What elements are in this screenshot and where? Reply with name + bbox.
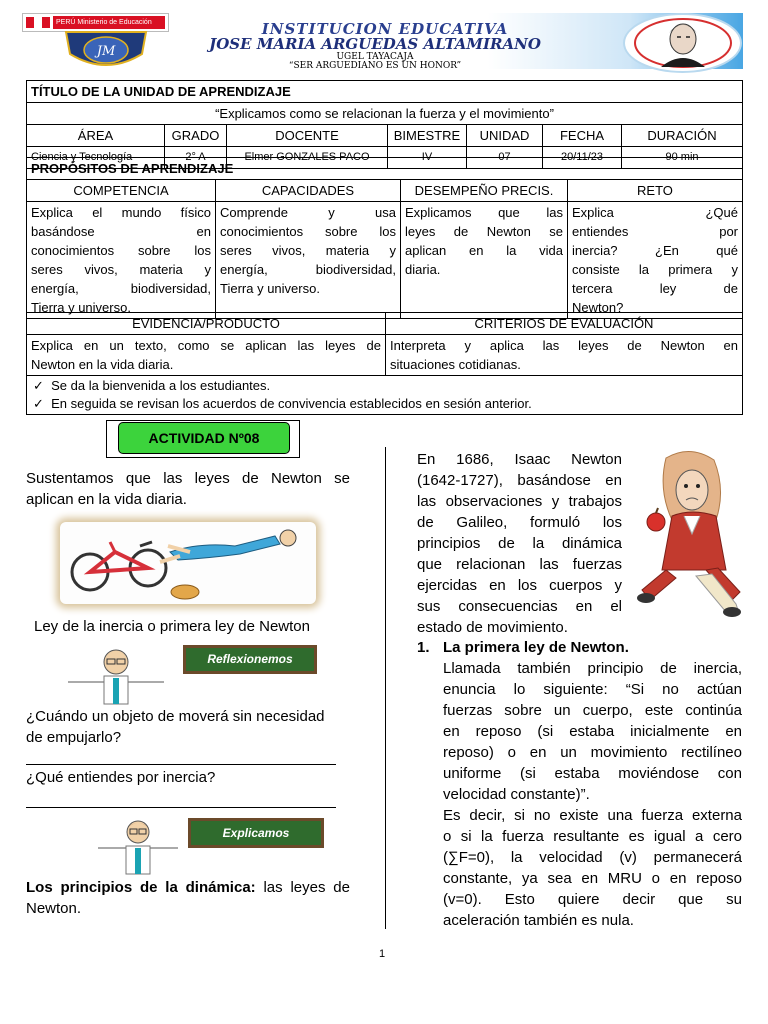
value-fecha: 20/11/23 xyxy=(543,147,622,169)
competencia-line: conocimientos sobre los xyxy=(31,243,211,258)
history-line: principios de la dinámica xyxy=(417,535,622,552)
criterios-line: Interpreta y aplica las leyes de Newton en xyxy=(390,338,738,353)
purposes-label: PROPÓSITOS DE APRENDIZAJE xyxy=(27,158,743,180)
header-bimestre: BIMESTRE xyxy=(388,125,467,147)
founder-portrait xyxy=(623,13,742,73)
history-line: las observaciones y trabajos xyxy=(417,493,622,510)
school-name: JOSE MARIA ARGUEDAS ALTAMIRANO xyxy=(209,35,541,53)
desempeno-line: Explicamos que las xyxy=(405,205,563,220)
bike-crash-icon xyxy=(60,522,316,604)
header-desempeno: DESEMPEÑO PRECIS. xyxy=(401,180,568,202)
history-line: que relacionan las fuerzas xyxy=(417,556,622,573)
desempeno-line: diaria. xyxy=(405,262,441,277)
intro-line: Sustentamos que las leyes de Newton se xyxy=(26,470,350,487)
competencia-line: Tierra y universo. xyxy=(31,300,131,315)
teacher-figure-icon xyxy=(66,646,166,710)
header-reto: RETO xyxy=(568,180,743,202)
activity-badge: ACTIVIDAD Nº08 xyxy=(118,422,290,454)
header-duracion: DURACIÓN xyxy=(622,125,743,147)
unit-title-label: TÍTULO DE LA UNIDAD DE APRENDIZAJE xyxy=(27,81,743,103)
principles-rest: las leyes de xyxy=(255,879,350,896)
header-area: ÁREA xyxy=(27,125,165,147)
answer-line-2[interactable] xyxy=(26,807,336,808)
value-bimestre: IV xyxy=(388,147,467,169)
checkmark-icon: ✓ xyxy=(33,378,44,393)
capacidades-line: Comprende y usa xyxy=(220,205,396,220)
flag-stripe-middle xyxy=(34,17,42,28)
law-line: (v=0). Esto quiere decir que su xyxy=(443,891,742,908)
law-line: velocidad constante)”. xyxy=(443,786,590,803)
question-line: ¿Cuándo un objeto de moverá sin necesidad xyxy=(26,708,325,725)
answer-line-1[interactable] xyxy=(26,764,336,765)
history-line: (1642-1727), basándose en xyxy=(417,472,622,489)
principles-line xyxy=(26,877,350,898)
ministry-label: PERÚ Ministerio de Educación xyxy=(53,16,165,29)
reto-line: tercera ley de xyxy=(572,281,738,296)
capacidades-line: Tierra y universo. xyxy=(220,281,320,296)
competencia-line: Explica el mundo físico xyxy=(31,205,211,220)
evidencia-line: Newton en la vida diaria. xyxy=(31,357,174,372)
competencia-cell xyxy=(27,202,216,319)
reto-line: entiendes por xyxy=(572,224,738,239)
history-line: estado de movimiento. xyxy=(417,619,568,636)
law-line: Es decir, si no existe una fuerza externa xyxy=(443,807,742,824)
value-area: Ciencia y Tecnología xyxy=(27,147,165,169)
value-grado: 2° A xyxy=(165,147,227,169)
value-docente: Elmer GONZALES PACO xyxy=(227,147,388,169)
first-law-text xyxy=(443,658,742,931)
school-motto: “SER ARGUEDIANO ES UN HONOR” xyxy=(288,61,462,71)
law-line: (∑F=0), la velocidad (v) permanecerá xyxy=(443,849,742,866)
desempeno-cell xyxy=(401,202,568,319)
header-docente: DOCENTE xyxy=(227,125,388,147)
competencia-line: basándose en xyxy=(31,224,211,239)
header-competencia: COMPETENCIA xyxy=(27,180,216,202)
flag-stripe-left xyxy=(26,17,34,28)
value-unidad: 07 xyxy=(467,147,543,169)
newton-history xyxy=(417,449,622,638)
capacidades-line: conocimientos sobre los xyxy=(220,224,396,239)
checklist-item xyxy=(33,395,738,413)
principles-bold: Los principios de la dinámica: xyxy=(26,879,256,896)
reto-line: consiste la primera y xyxy=(572,262,738,277)
capacidades-line: energía, biodiversidad, xyxy=(220,262,396,277)
question-2: ¿Qué entiendes por inercia? xyxy=(26,769,216,786)
unit-info-table xyxy=(26,80,743,169)
board-explicamos: Explicamos xyxy=(188,818,324,848)
column-divider xyxy=(385,447,386,929)
header-capacidades: CAPACIDADES xyxy=(216,180,401,202)
page-number: 1 xyxy=(379,948,386,960)
newton-apple-icon xyxy=(636,450,744,620)
checkmark-icon: ✓ xyxy=(33,396,44,411)
unit-title: “Explicamos como se relacionan la fuerza y el movimiento” xyxy=(27,103,743,125)
header-grado: GRADO xyxy=(165,125,227,147)
header-fecha: FECHA xyxy=(543,125,622,147)
school-crest-icon xyxy=(62,30,150,72)
history-line: de Galileo, formuló los xyxy=(417,514,622,531)
principles-line-2: Newton. xyxy=(26,900,82,917)
capacidades-cell xyxy=(216,202,401,319)
law-line: constante, ya sea en MRU o en reposo xyxy=(443,870,742,887)
principles-text xyxy=(26,877,350,919)
law-line: enuncia lo siguiente: “Si no actúan xyxy=(443,681,742,698)
header-unidad: UNIDAD xyxy=(467,125,543,147)
criterios-cell xyxy=(386,335,743,376)
question-line: de empujarlo? xyxy=(26,729,122,746)
activity-intro xyxy=(26,468,350,510)
history-line: sus consecuencias en el xyxy=(417,598,622,615)
desempeno-line: aplican en la vida xyxy=(405,243,563,258)
law-line: fuerzas sobre un cuerpo, este continúa xyxy=(443,702,742,719)
criterios-line: situaciones cotidianas. xyxy=(390,357,521,372)
header-evidencia: EVIDENCIA/PRODUCTO xyxy=(27,313,386,335)
item-number: 1. xyxy=(417,639,430,656)
history-line: En 1686, Isaac Newton xyxy=(417,451,622,468)
law-line: reposo) o en un movimiento rectilíneo xyxy=(443,744,742,761)
history-line: ejercidas en los cuerpos y xyxy=(417,577,622,594)
teacher-figure-icon xyxy=(96,818,180,876)
school-line1: INSTITUCION EDUCATIVA xyxy=(261,20,509,38)
checklist-cell xyxy=(27,376,743,415)
reto-line: Explica ¿Qué xyxy=(572,205,738,220)
checklist-text: En seguida se revisan los acuerdos de convivencia establecidos en sesión anterior. xyxy=(51,396,532,411)
checklist-item xyxy=(33,377,738,395)
ugel-label: UGEL TAYACAJA xyxy=(336,52,414,62)
question-1 xyxy=(26,706,356,748)
evidencia-line: Explica en un texto, como se aplican las leyes de xyxy=(31,338,381,353)
law-line: en reposo (si estaba inicialmente en xyxy=(443,723,742,740)
board-reflexionemos: Reflexionemos xyxy=(183,645,317,674)
law-line: uniforme (si estaba moviéndose con xyxy=(443,765,742,782)
value-duracion: 90 min xyxy=(622,147,743,169)
competencia-line: energía, biodiversidad, xyxy=(31,281,211,296)
checklist-text: Se da la bienvenida a los estudiantes. xyxy=(51,378,271,393)
svg-text:JM: JM xyxy=(96,44,116,59)
law-line: o si la fuerza resultante es igual a cero xyxy=(443,828,742,845)
competencia-line: seres vivos, materia y xyxy=(31,262,211,277)
reto-line: Newton? xyxy=(572,300,624,315)
intro-line: aplican en la vida diaria. xyxy=(26,491,187,508)
evidencia-cell xyxy=(27,335,386,376)
desempeno-line: leyes de Newton se xyxy=(405,224,563,239)
header-criterios: CRITERIOS DE EVALUACIÓN xyxy=(386,313,743,335)
law-caption: Ley de la inercia o primera ley de Newton xyxy=(34,618,310,635)
reto-cell xyxy=(568,202,743,319)
purposes-table xyxy=(26,157,743,319)
capacidades-line: seres vivos, materia y xyxy=(220,243,396,258)
law-line: aceleración también es nula. xyxy=(443,912,634,929)
inertia-illustration xyxy=(60,522,316,604)
law-line: Llamada también principio de inercia, xyxy=(443,660,742,677)
portrait-icon xyxy=(625,15,740,71)
flag-stripe-right xyxy=(42,17,50,28)
evidence-table xyxy=(26,312,743,415)
item-title: La primera ley de Newton. xyxy=(443,639,629,656)
reto-line: inercia? ¿En qué xyxy=(572,243,738,258)
